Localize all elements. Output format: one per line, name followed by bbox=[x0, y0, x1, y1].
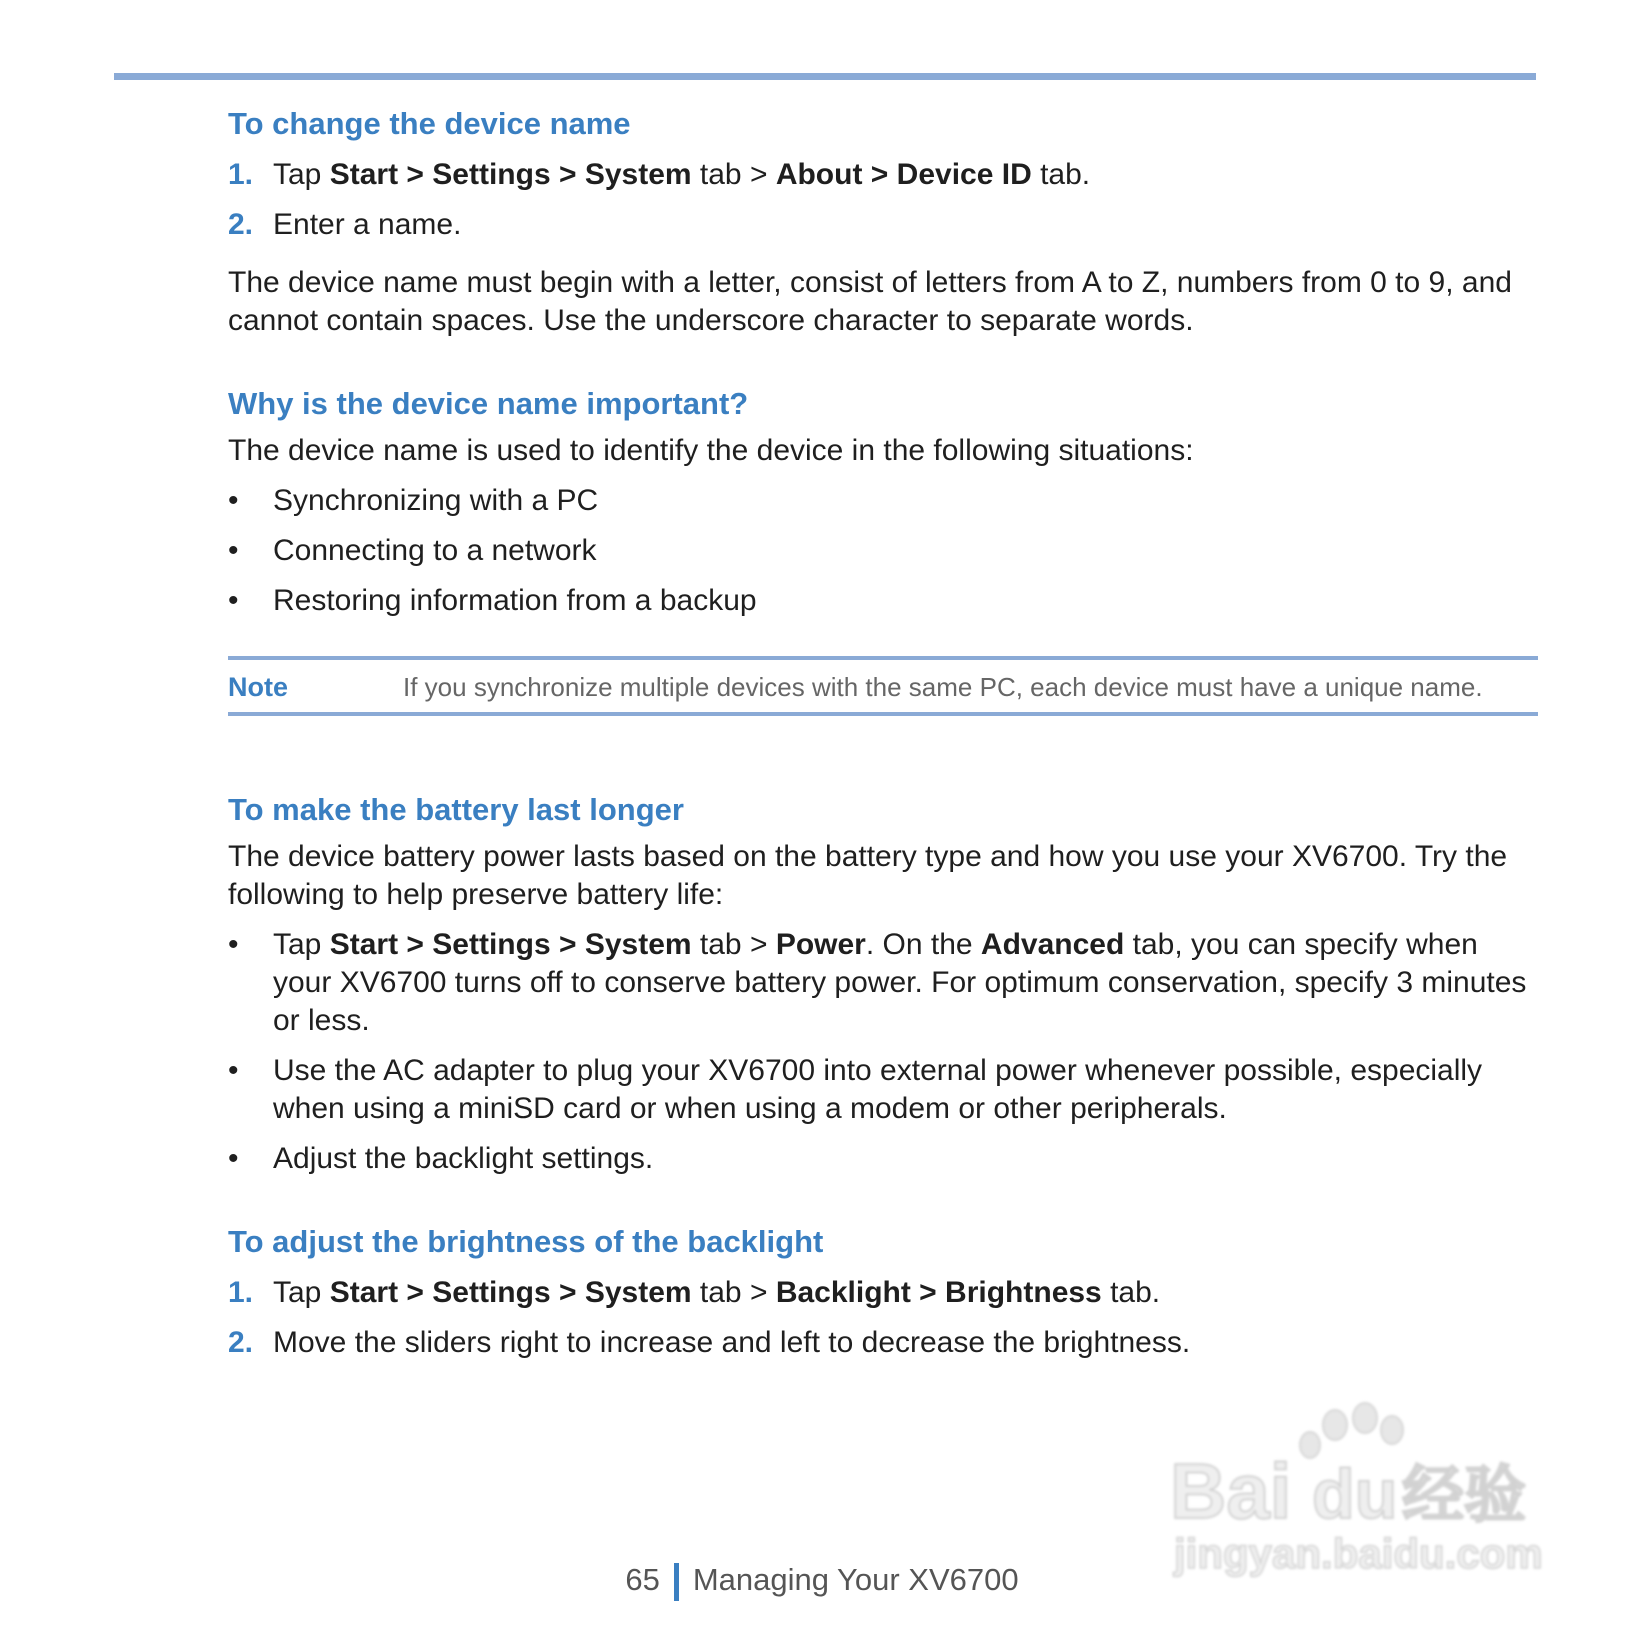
list-item bbox=[228, 156, 1538, 194]
list-item: 1. Tap Start > Settings > System tab > Backlight > Brightness tab. bbox=[228, 1274, 1538, 1312]
note-box bbox=[228, 656, 1538, 716]
why-intro: The device name is used to identify the device in the following situations: bbox=[228, 434, 1194, 467]
list-item: • Adjust the backlight settings. bbox=[228, 1140, 1538, 1178]
battery-tips-list bbox=[228, 926, 1538, 1178]
step-number: 2. bbox=[228, 1326, 254, 1359]
list-item: • Synchronizing with a PC bbox=[228, 482, 1538, 520]
situations-list bbox=[228, 482, 1538, 620]
watermark-url: jingyan.baidu.com bbox=[1174, 1530, 1543, 1577]
step-text: Enter a name. bbox=[273, 208, 462, 241]
device-name-rules: The device name must begin with a letter, consist of letters from A to Z, numbers from 0 to 9, and cannot contain spaces. Use the underscore character to separate words. bbox=[228, 266, 1512, 337]
heading-why-important: Why is the device name important? bbox=[228, 386, 749, 421]
page-content bbox=[228, 104, 1538, 1362]
step-number: 1. bbox=[228, 1276, 254, 1309]
bullet: • bbox=[228, 484, 239, 517]
watermark-brand: Bai bbox=[1170, 1447, 1292, 1535]
bullet: • bbox=[228, 1054, 239, 1087]
step-number: 1. bbox=[228, 158, 254, 191]
heading-change-device-name: To change the device name bbox=[228, 106, 631, 141]
heading-backlight: To adjust the brightness of the backlight bbox=[228, 1224, 824, 1259]
heading-battery: To make the battery last longer bbox=[228, 792, 684, 827]
top-rule bbox=[114, 73, 1536, 80]
list-item: • Tap Start > Settings > System tab > Power. On the Advanced tab, you can specify when your XV6700 turns off to conserve battery power. For optimum conservation, specify 3 minutes or less. bbox=[228, 926, 1538, 1040]
page-footer bbox=[0, 1560, 1644, 1601]
footer-divider bbox=[674, 1563, 679, 1601]
note-label: Note bbox=[228, 672, 288, 702]
list-item: • Restoring information from a backup bbox=[228, 582, 1538, 620]
list-item bbox=[228, 206, 1538, 244]
watermark-cn: 经验 bbox=[1402, 1458, 1527, 1531]
bullet: • bbox=[228, 1142, 239, 1175]
change-name-steps bbox=[228, 156, 1538, 244]
bullet: • bbox=[228, 584, 239, 617]
list-item: 2. Move the sliders right to increase and left to decrease the brightness. bbox=[228, 1324, 1538, 1362]
bullet: • bbox=[228, 928, 239, 961]
baidu-watermark bbox=[1170, 1400, 1550, 1580]
footer-title: Managing Your XV6700 bbox=[692, 1562, 1019, 1597]
page-number: 65 bbox=[625, 1562, 660, 1597]
note-text: If you synchronize multiple devices with the same PC, each device must have a unique name. bbox=[403, 672, 1483, 702]
step-number: 2. bbox=[228, 208, 254, 241]
bullet: • bbox=[228, 534, 239, 567]
watermark-brand-du: du bbox=[1312, 1455, 1398, 1533]
backlight-steps bbox=[228, 1274, 1538, 1362]
list-item: • Connecting to a network bbox=[228, 532, 1538, 570]
battery-intro: The device battery power lasts based on the battery type and how you use your XV6700. Try the following to help preserve battery life: bbox=[228, 840, 1508, 911]
list-item: • Use the AC adapter to plug your XV6700 into external power whenever possible, especially when using a miniSD card or when using a modem or other peripherals. bbox=[228, 1052, 1538, 1128]
step-text: Tap Start > Settings > System tab > About > Device ID tab. bbox=[273, 158, 1091, 191]
paw-icon bbox=[1300, 1403, 1403, 1458]
